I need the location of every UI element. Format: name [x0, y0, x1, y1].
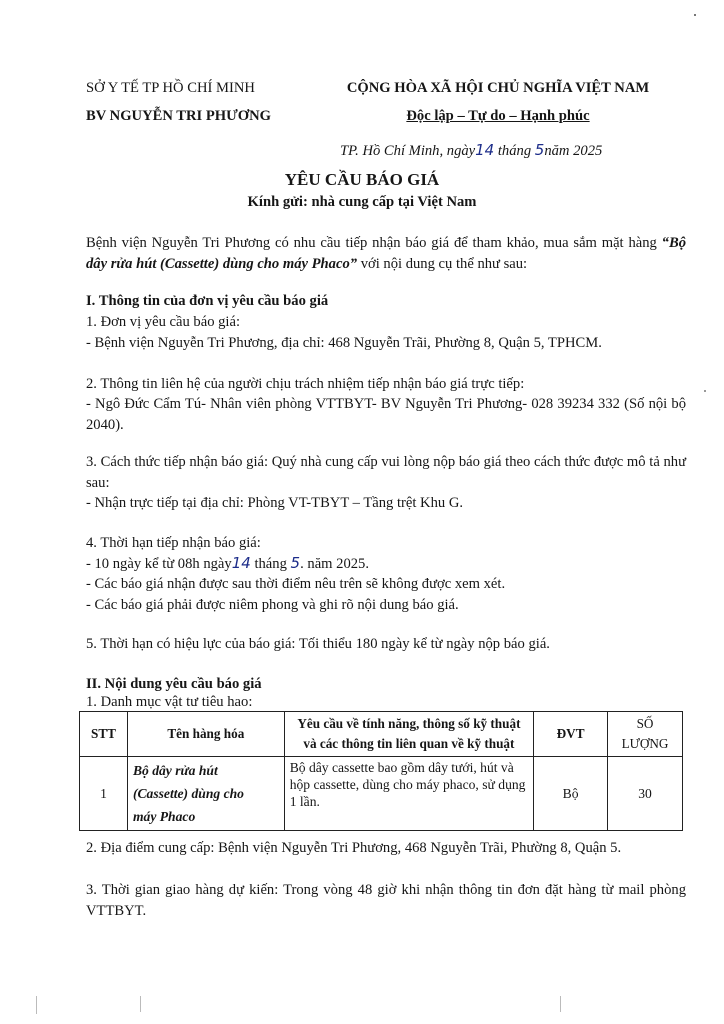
section2-item3: 3. Thời gian giao hàng dự kiến: Trong vòng 48 giờ khi nhận thông tin đơn đặt hàng từ mail phòng VTTBYT. — [86, 882, 686, 919]
hospital-name: BV NGUYỄN TRI PHƯƠNG — [86, 108, 272, 124]
section1-item3-title: 3. Cách thức tiếp nhận báo giá: Quý nhà cung cấp vui lòng nộp báo giá theo cách thức được mô tả như sau: — [86, 454, 686, 491]
deadline-prefix: - 10 ngày kể từ 08h ngày — [86, 556, 232, 572]
deadline-month-word: tháng — [250, 556, 291, 572]
section1-item1-line: - Bệnh viện Nguyễn Tri Phương, địa chỉ: 468 Nguyễn Trãi, Phường 8, Quận 5, TPHCM. — [86, 335, 602, 351]
date-day-handwritten: 14 — [475, 141, 495, 159]
date-month-handwritten: 5 — [534, 141, 545, 159]
header-stt: STT — [80, 712, 128, 757]
date-month-word: tháng — [494, 143, 535, 159]
consumables-table — [79, 711, 683, 831]
row-spec: Bộ dây cassette bao gồm dây tưới, hút và hộp cassette, dùng cho máy phaco, sử dụng 1 lần. — [284, 757, 533, 831]
date-suffix: năm 2025 — [544, 143, 603, 159]
header-qty-line1: SỐ — [636, 716, 654, 731]
section1-item1-title: 1. Đơn vị yêu cầu báo giá: — [86, 314, 241, 330]
section1-item2-line: - Ngô Đức Cẩm Tú- Nhân viên phòng VTTBYT- BV Nguyễn Tri Phương- 028 39234 332 (Số nội bộ 2040). — [86, 396, 686, 433]
scan-speck — [36, 996, 37, 1014]
row-item-name-line2: (Cassette) dùng cho — [132, 786, 244, 801]
intro-item-name: “Bộ dây rửa hút (Cassette) dùng cho máy Phaco” — [86, 235, 686, 272]
deadline-suffix: . năm 2025. — [300, 556, 370, 572]
header-unit: ĐVT — [534, 712, 608, 757]
scan-speck — [560, 996, 561, 1012]
section1-item2-title: 2. Thông tin liên hệ của người chịu trách nhiệm tiếp nhận báo giá trực tiếp: — [86, 376, 525, 392]
header-spec-line1: Yêu cầu về tính năng, thông số kỹ thuật — [297, 716, 521, 731]
national-title: CỘNG HÒA XÃ HỘI CHỦ NGHĨA VIỆT NAM — [346, 80, 650, 96]
header-qty-line2: LƯỢNG — [621, 736, 669, 751]
table-header-row — [80, 712, 683, 757]
deadline-day-handwritten: 14 — [231, 554, 251, 572]
section1-item4-title: 4. Thời hạn tiếp nhận báo giá: — [86, 535, 261, 551]
header-spec-line2: và các thông tin liên quan về kỹ thuật — [303, 736, 515, 751]
header-quantity — [608, 712, 683, 757]
intro-text-before: Bệnh viện Nguyễn Tri Phương có nhu cầu tiếp nhận báo giá để tham khảo, mua sắm mặt hàng — [86, 235, 662, 251]
row-item-name-line3: máy Phaco — [132, 809, 196, 824]
table-row — [80, 757, 683, 831]
national-motto: Độc lập – Tự do – Hạnh phúc — [406, 108, 590, 124]
section2-heading: II. Nội dung yêu cầu báo giá — [86, 676, 262, 692]
document-title: YÊU CẦU BÁO GIÁ — [284, 170, 440, 189]
row-unit: Bộ — [534, 757, 608, 831]
deadline-month-handwritten: 5 — [290, 554, 301, 572]
agency-name: SỞ Y TẾ TP HỒ CHÍ MINH — [86, 80, 255, 96]
section2-item2: 2. Địa điểm cung cấp: Bệnh viện Nguyễn Tri Phương, 468 Nguyễn Trãi, Phường 8, Quận 5. — [86, 840, 622, 856]
scan-speck — [694, 14, 696, 16]
section1-item4-line1 — [86, 553, 686, 575]
row-stt: 1 — [80, 757, 128, 831]
section2-item1-title: 1. Danh mục vật tư tiêu hao: — [86, 694, 253, 710]
row-item-name-line1: Bộ dây rửa hút — [132, 763, 218, 778]
section1-item4-line3: - Các báo giá phải được niêm phong và ghi rõ nội dung báo giá. — [86, 597, 459, 613]
intro-paragraph — [86, 233, 686, 274]
section1-heading: I. Thông tin của đơn vị yêu cầu báo giá — [86, 293, 329, 309]
row-quantity: 30 — [608, 757, 683, 831]
section1-item3-line: - Nhận trực tiếp tại địa chỉ: Phòng VT-TBYT – Tầng trệt Khu G. — [86, 495, 464, 511]
scan-speck — [140, 996, 141, 1012]
document-recipient: Kính gửi: nhà cung cấp tại Việt Nam — [247, 194, 477, 210]
document-date — [340, 140, 602, 162]
header-spec — [284, 712, 533, 757]
intro-text-after: với nội dung cụ thể như sau: — [357, 255, 528, 272]
section1-item5: 5. Thời hạn có hiệu lực của báo giá: Tối thiểu 180 ngày kể từ ngày nộp báo giá. — [86, 636, 550, 652]
header-item-name: Tên hàng hóa — [127, 712, 284, 757]
section1-item4-line2: - Các báo giá nhận được sau thời điểm nêu trên sẽ không được xem xét. — [86, 576, 506, 592]
scan-speck — [704, 390, 706, 392]
row-item-name — [127, 757, 284, 831]
date-prefix: TP. Hồ Chí Minh, ngày — [340, 143, 476, 159]
